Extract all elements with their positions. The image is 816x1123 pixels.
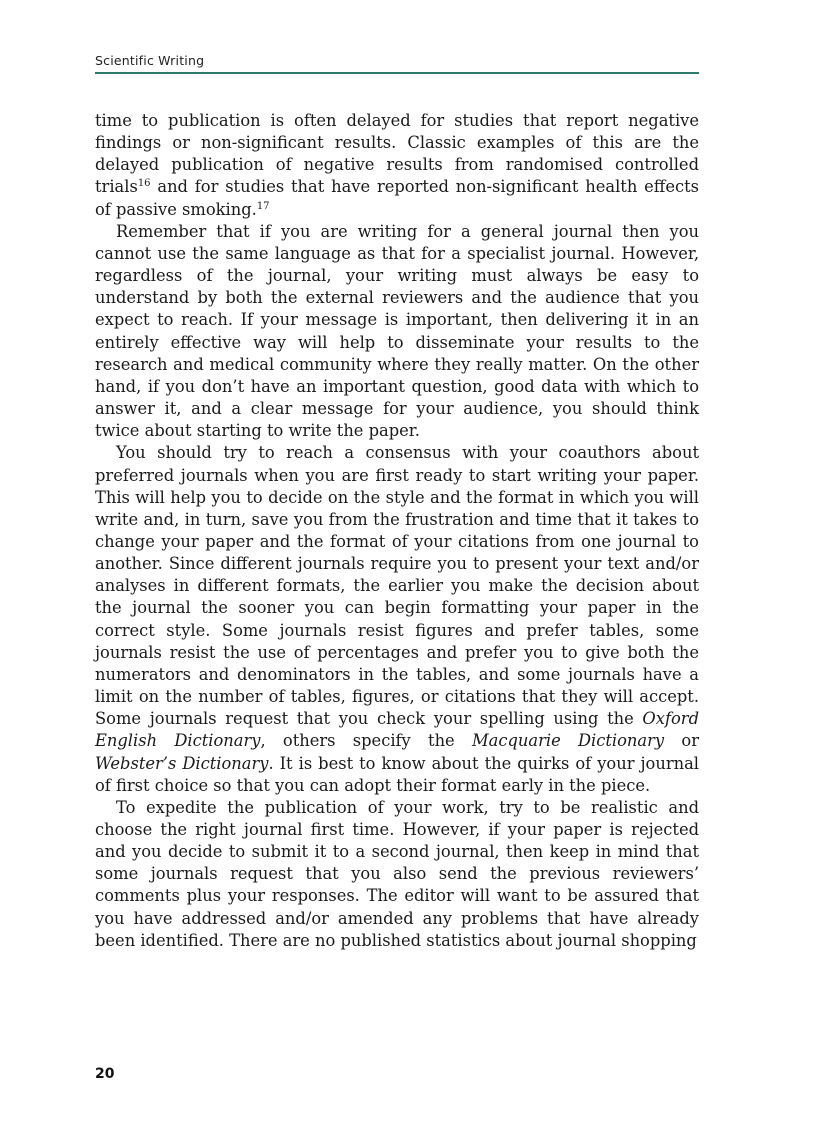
paragraph-4: To expedite the publication of your work, try to be realistic and choose the right journal first time. However, if your paper is rejected and you decide to submit it to a second journal, then keep in mind that some journals request that you also send the previous reviewers’ comments plus your responses. The editor will want to be assured that you have addressed and/or amended any problems that have already been identified. There are no published statistics about journal shopping: [95, 797, 699, 950]
reference-16: 16: [137, 178, 151, 190]
dictionary-macquarie: Macquarie Dictionary: [471, 731, 665, 751]
dictionary-oxford: Oxford English Dictionary: [95, 709, 699, 751]
paragraph-3-text-a: You should try to reach a consensus with your coauthors about preferred journals when you are first ready to start writing your paper. This will help you to decide on the style and the format in which you will write and, in turn, save you from the frustration and time that it takes to change your paper and the format of your citations from one journal to another. Since different journals require you to present your text and/or analyses in different formats, the earlier you make the decision about the journal the sooner you can begin formatting your paper in the correct style. Some journals resist figures and prefer tables, some journals resist the use of percentages and prefer you to give both the numerators and denominators in the tables, and some journals have a limit on the number of tables, figures, or citations that they will accept. Some journals request that you check your spelling using the: [95, 443, 699, 729]
paragraph-3-text-d: . It is best to know about the quirks of your journal of first choice so that you can adopt their format early in the piece.: [95, 753, 700, 795]
page-number: 20: [95, 1066, 115, 1082]
reference-17: 17: [256, 200, 270, 212]
dictionary-websters: Webster’s Dictionary: [95, 753, 269, 773]
paragraph-1-text-a: time to publication is often delayed for studies that report negative findings or non-significant results. Classic examples of this are the delayed publication of negative results from randomised controlled trials: [95, 111, 699, 197]
paragraph-2: Remember that if you are writing for a general journal then you cannot use the same language as that for a specialist journal. However, regardless of the journal, your writing must always be easy to understand by both the external reviewers and the audience that you expect to reach. If your message is important, then delivering it in an entirely effective way will help to disseminate your results to the research and medical community where they really matter. On the other hand, if you don’t have an important question, good data with which to answer it, and a clear message for your audience, you should think twice about starting to write the paper.: [95, 221, 699, 441]
paragraph-1: [95, 110, 699, 221]
paragraph-1-text-b: and for studies that have reported non-significant health effects of passive smoking.: [95, 177, 699, 219]
header-rule: [95, 72, 699, 74]
body-text: [95, 110, 699, 952]
paragraph-3-text-b: , others specify the: [260, 731, 472, 751]
running-head: Scientific Writing: [95, 53, 205, 68]
paragraph-3-text-c: or: [664, 731, 699, 751]
paragraph-3: [95, 442, 699, 797]
